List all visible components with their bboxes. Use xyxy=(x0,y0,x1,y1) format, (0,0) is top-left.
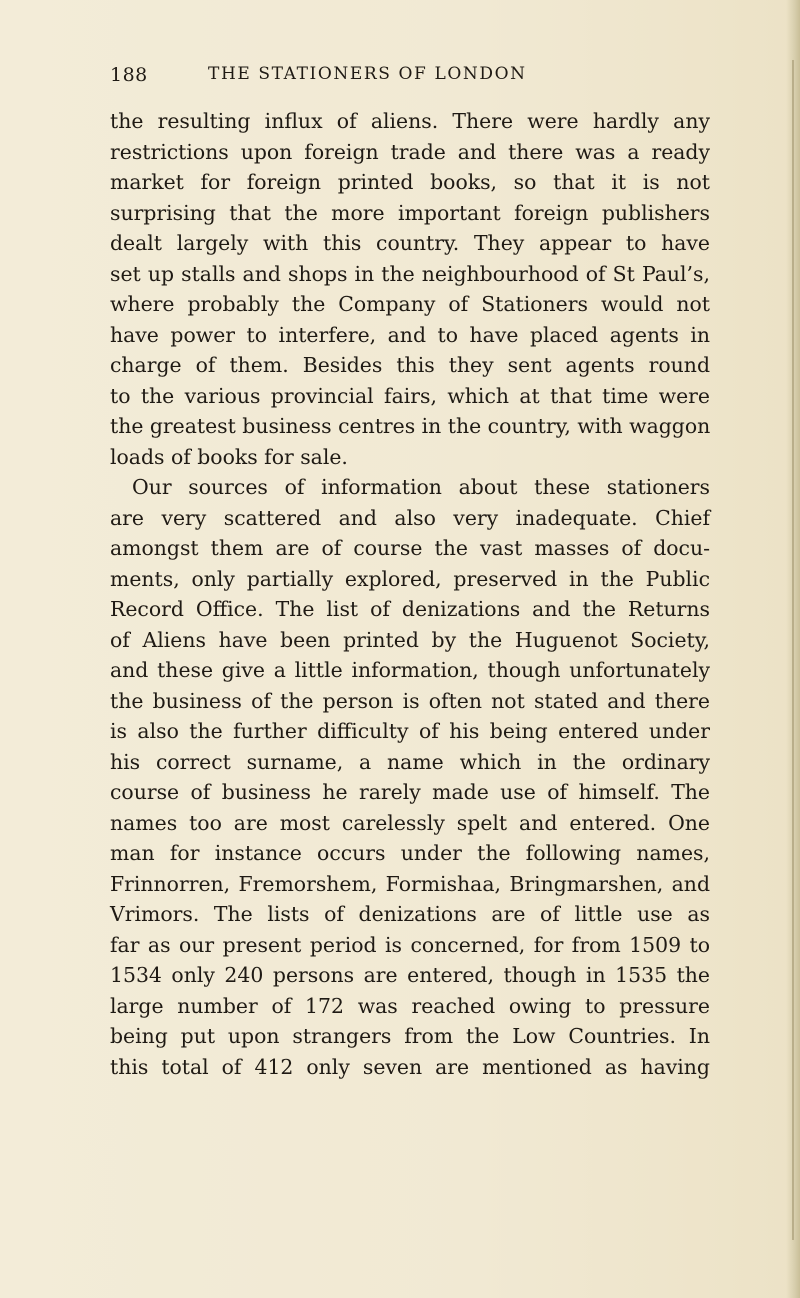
text-line: dealt largely with this country. They appear to have xyxy=(110,231,710,255)
text-line: this total of 412 only seven are mentioned as having xyxy=(110,1054,710,1079)
text-line: to the various provincial fairs, which at that time were xyxy=(110,383,710,408)
text-line: course of business he rarely made use of himself. The xyxy=(110,780,710,804)
text-line: market for foreign printed books, so that it is not xyxy=(110,170,710,194)
text-line: and these give a little information, though unfortunately xyxy=(110,658,710,682)
paragraph-start-line: Our sources of information about these stationers xyxy=(132,475,710,499)
text-line: surprising that the more important foreign publishers xyxy=(110,200,710,225)
page-number: 188 xyxy=(110,64,148,86)
text-line: 1534 only 240 persons are entered, though in 1535 the xyxy=(110,963,710,987)
text-line: being put upon strangers from the Low Countries. In xyxy=(110,1024,710,1048)
text-line: ments, only partially explored, preserved in the Public xyxy=(110,566,710,591)
text-line: Vrimors. The lists of denizations are of little use as xyxy=(110,902,710,926)
page-edge-line xyxy=(792,60,794,1240)
text-line: is also the further difficulty of his being entered under xyxy=(110,719,710,743)
text-line: large number of 172 was reached owing to pressure xyxy=(110,993,710,1018)
text-line: charge of them. Besides this they sent agents round xyxy=(110,353,710,377)
text-line: are very scattered and also very inadequate. Chief xyxy=(110,505,710,530)
page-header xyxy=(110,64,730,94)
text-line: Frinnorren, Fremorshem, Formishaa, Bringmarshen, and xyxy=(110,871,710,896)
text-line: man for instance occurs under the following names, xyxy=(110,841,710,865)
text-line: where probably the Company of Stationers would not xyxy=(110,292,710,316)
text-line: set up stalls and shops in the neighbourhood of St Paul’s, xyxy=(110,261,710,286)
text-line: have power to interfere, and to have placed agents in xyxy=(110,322,710,347)
body-text xyxy=(110,106,710,1082)
running-head: THE STATIONERS OF LONDON xyxy=(208,64,527,84)
text-line: far as our present period is concerned, for from 1509 to xyxy=(110,932,710,957)
text-line: his correct surname, a name which in the ordinary xyxy=(110,749,710,774)
paragraph-end-line: loads of books for sale. xyxy=(110,444,348,469)
text-line: Record Office. The list of denizations and the Returns xyxy=(110,597,710,621)
text-line: amongst them are of course the vast masses of docu- xyxy=(110,536,710,560)
text-line: the business of the person is often not stated and there xyxy=(110,688,710,713)
text-line: restrictions upon foreign trade and there was a ready xyxy=(110,139,710,164)
text-line: the greatest business centres in the country, with waggon xyxy=(110,414,711,438)
text-line: of Aliens have been printed by the Huguenot Society, xyxy=(110,627,710,652)
text-line: the resulting influx of aliens. There were hardly any xyxy=(110,109,710,133)
text-line: names too are most carelessly spelt and entered. One xyxy=(110,810,710,835)
